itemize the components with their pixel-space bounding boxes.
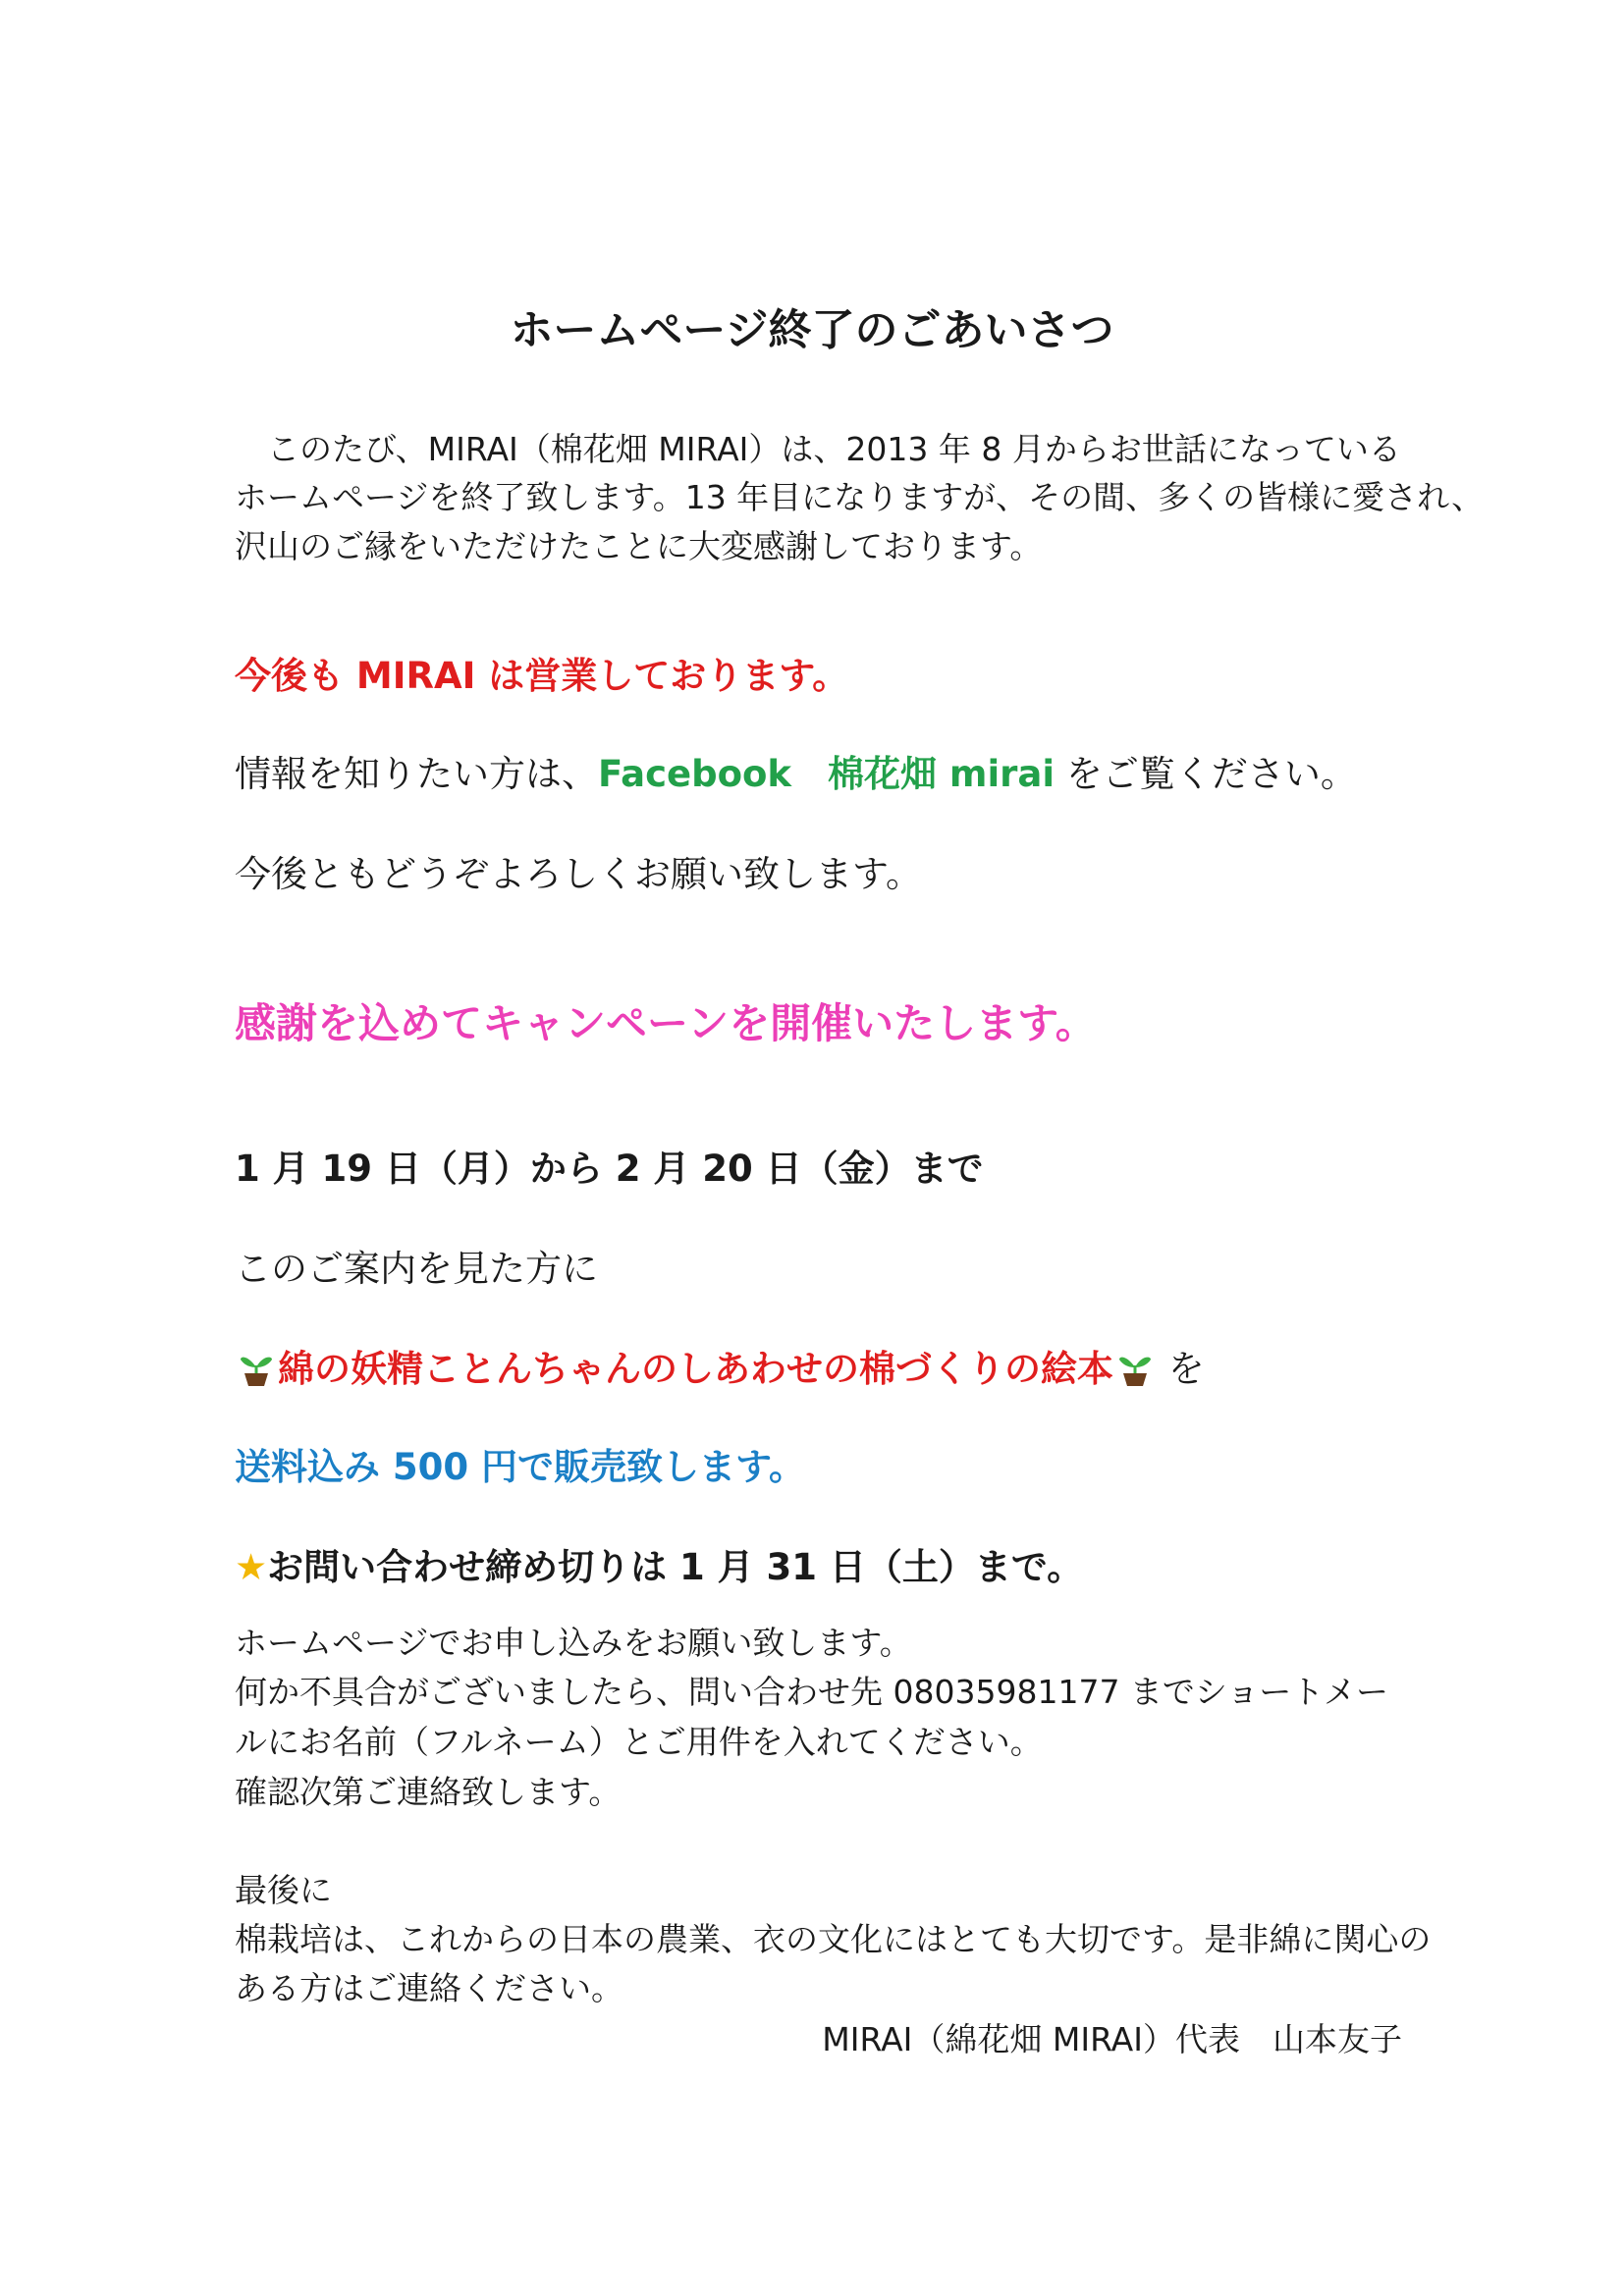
intro-line-3: 沢山のご縁をいただけたことに大変感謝しております。 [235,527,1043,565]
facebook-info-line [235,744,1357,797]
deadline-line [235,1537,1083,1590]
campaign-dates: 1 月 19 日（月）から 2 月 20 日（金）まで [235,1148,984,1190]
price-line: 送料込み 500 円で販売致します。 [235,1446,806,1488]
instruction-line-3: ルにお名前（フルネーム）とご用件を入れてください。 [235,1723,1043,1761]
intro-line-1: このたび、MIRAI（棉花畑 MIRAI）は、2013 年 8 月からお世話になっている [235,430,1401,468]
regards-line: 今後ともどうぞよろしくお願い致します。 [235,853,923,895]
book-offer-line [235,1339,1205,1392]
continuing-notice: 今後も MIRAI は営業しております。 [235,655,849,697]
closing-line-3: ある方はご連絡ください。 [235,1969,623,2007]
instruction-line-1: ホームページでお申し込みをお願い致します。 [235,1624,912,1662]
intro-line-2: ホームページを終了致します。13 年目になりますが、その間、多くの皆様に愛され、 [235,478,1485,516]
facebook-link[interactable]: Facebook 棉花畑 mirai [598,753,1056,795]
closing-line-1: 最後に [235,1871,332,1909]
instruction-line-4: 確認次第ご連絡致します。 [235,1773,622,1811]
facebook-info-suffix: をご覧ください。 [1055,753,1357,795]
deadline-text: お問い合わせ締め切りは 1 月 31 日（土）まで。 [267,1546,1084,1588]
book-particle: を [1157,1348,1205,1390]
closing-line-2: 棉栽培は、これからの日本の農業、衣の文化にはとても大切です。是非綿に関心の [235,1920,1432,1958]
signature: MIRAI（綿花畑 MIRAI）代表 山本友子 [822,2020,1402,2058]
campaign-heading: 感謝を込めてキャンペーンを開催いたします。 [235,999,1097,1047]
sprout-icon [239,1348,274,1387]
book-title: 綿の妖精ことんちゃんのしあわせの棉づくりの絵本 [278,1348,1113,1390]
facebook-info-prefix: 情報を知りたい方は、 [235,753,598,795]
page-title: ホームページ終了のごあいさつ [510,305,1114,355]
sprout-icon [1117,1348,1153,1387]
viewers-line: このご案内を見た方に [235,1248,598,1290]
star-icon: ★ [235,1546,268,1588]
instruction-line-2: 何か不具合がございましたら、問い合わせ先 08035981177 までショートメー [235,1673,1388,1711]
